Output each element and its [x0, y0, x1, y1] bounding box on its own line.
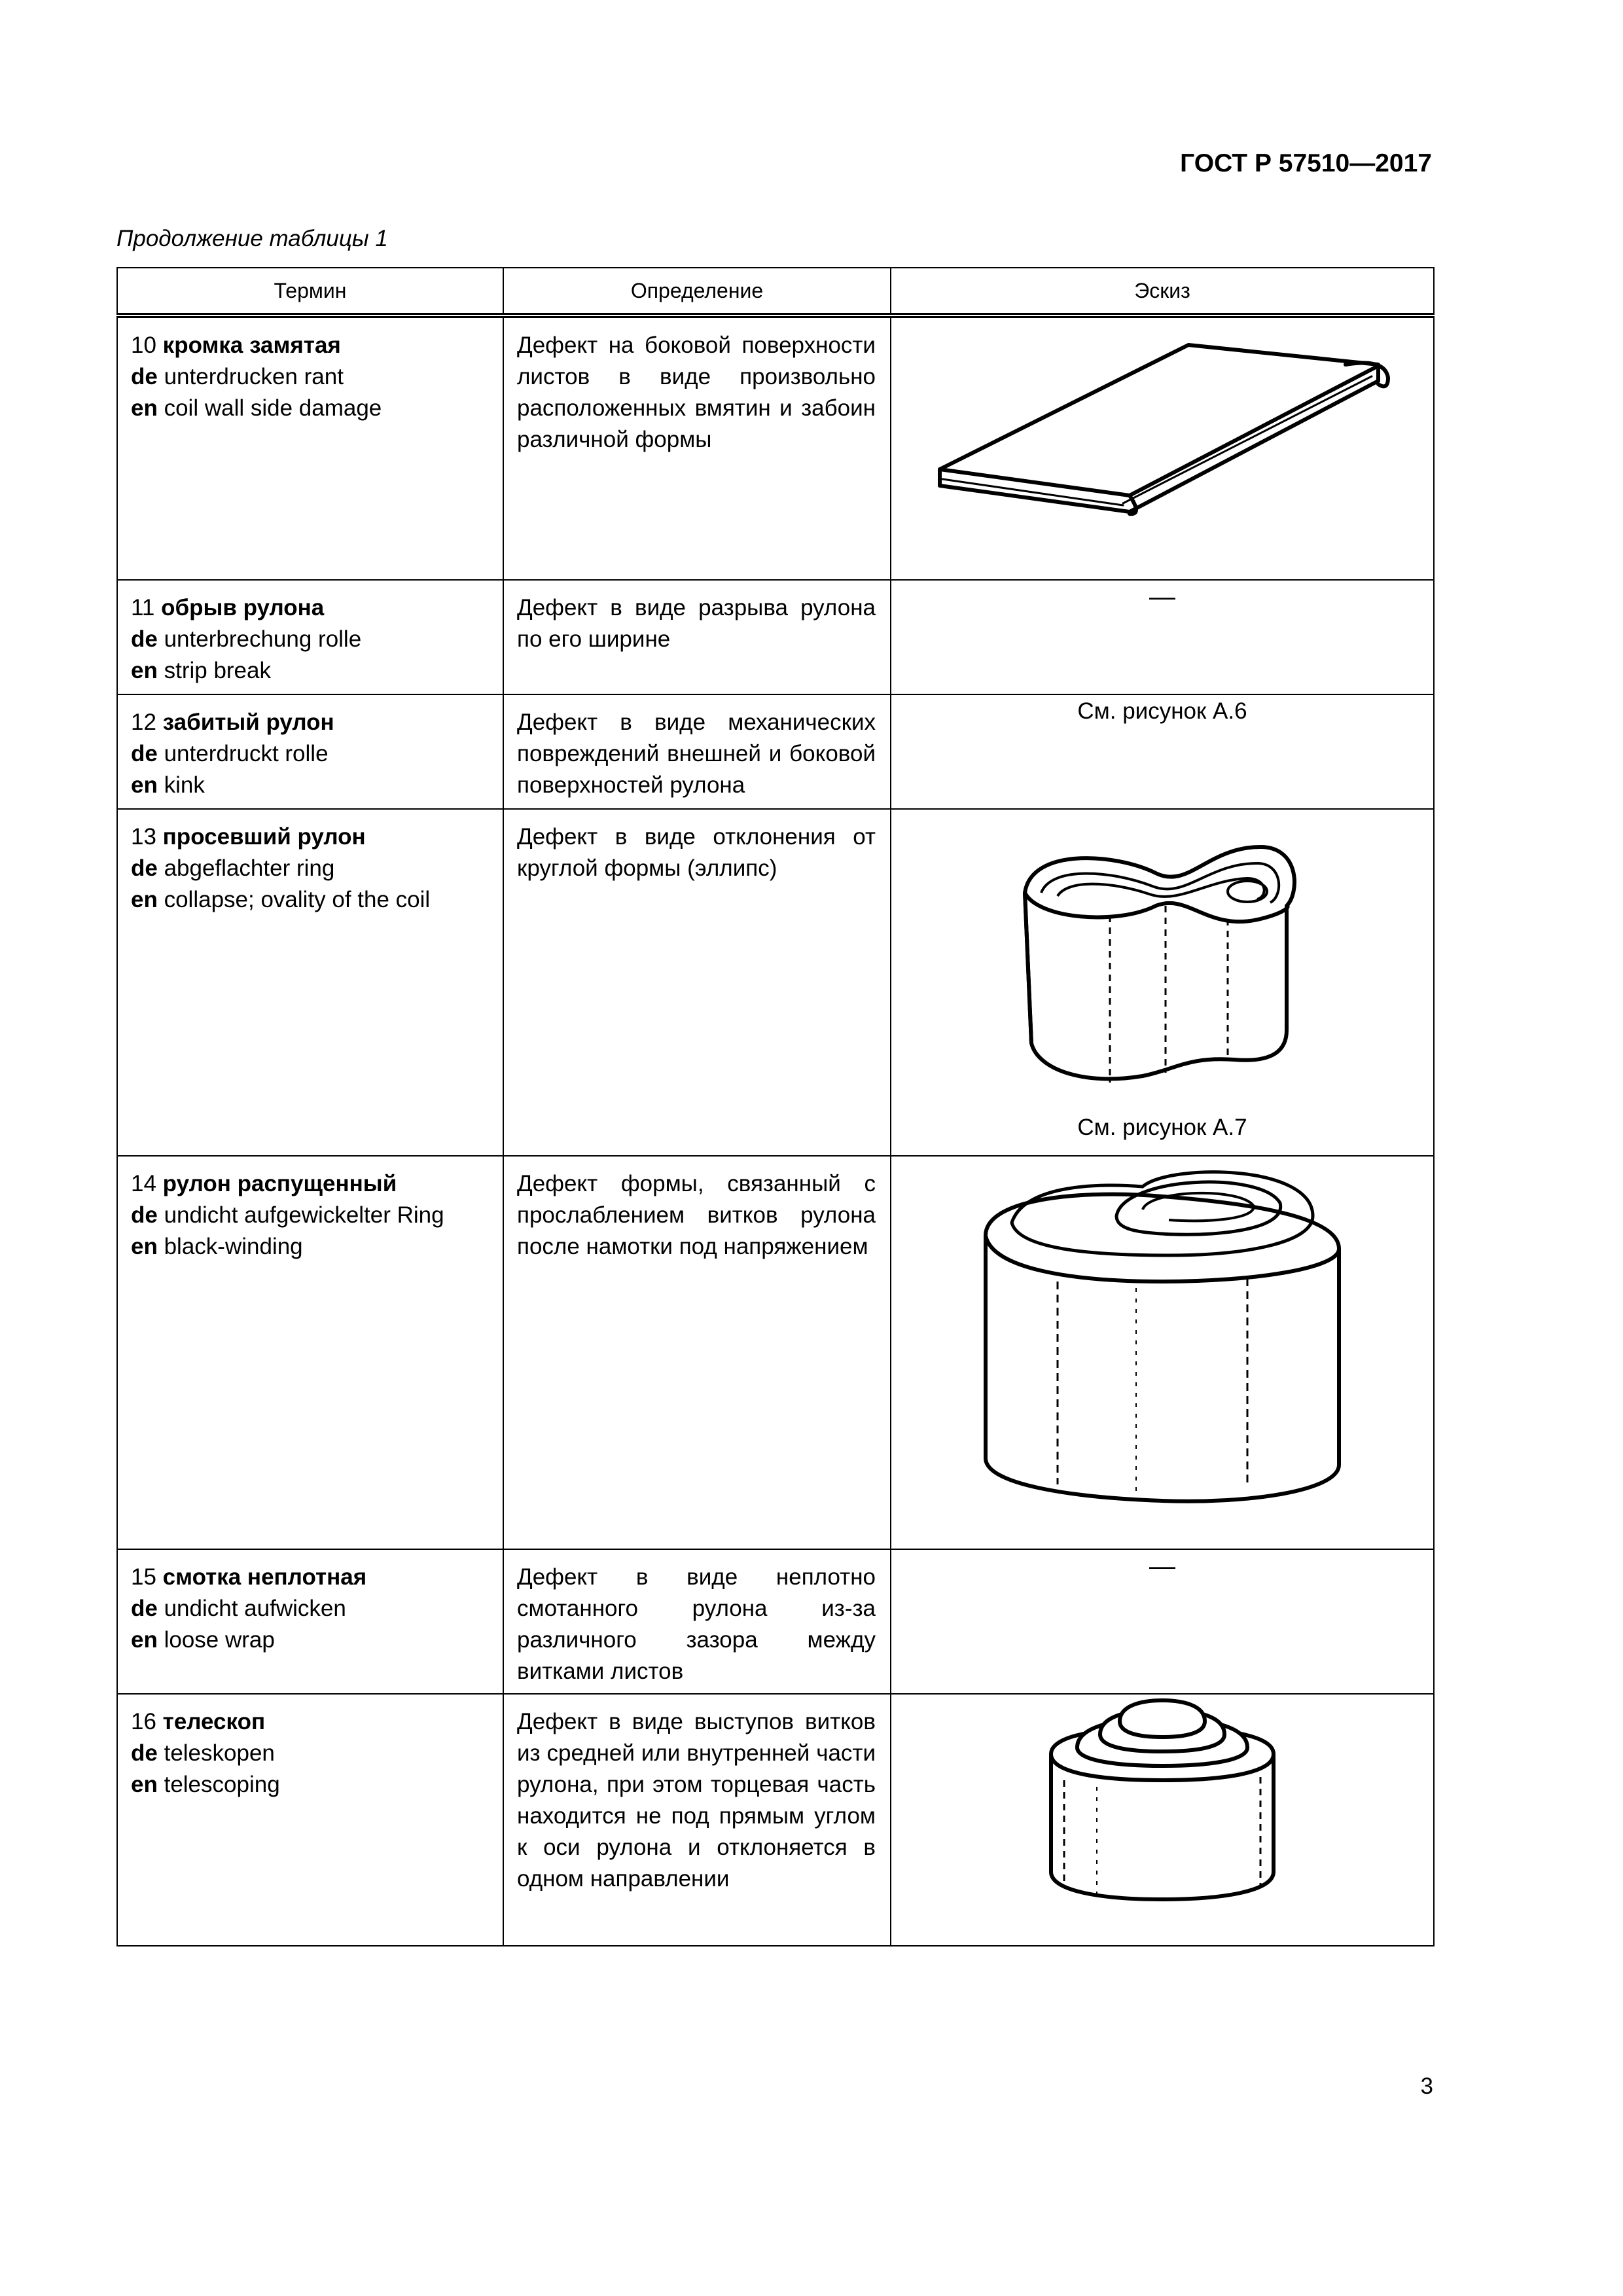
term-number: 13 — [131, 824, 156, 850]
lang-label-en: en — [131, 1627, 158, 1653]
telescoped-coil-drawing — [1038, 1695, 1287, 1905]
term-cell — [117, 694, 503, 809]
definition-cell: Дефект в виде выступов витков из средней или внутренней части рулона, при этом торцевая часть находится не под прямым углом к оси рулона и отклоняется в одном направлении — [503, 1694, 891, 1946]
definition-cell: Дефект в виде неплотно смотанного рулона из-за различного зазора между витками листов — [503, 1549, 891, 1694]
lang-label-en: en — [131, 1772, 158, 1797]
lang-label-en: en — [131, 772, 158, 798]
term-ru: просевший рулон — [162, 824, 366, 850]
column-header-term: Термин — [117, 268, 503, 315]
sheet-edge-damage-drawing — [927, 319, 1398, 535]
term-cell — [117, 580, 503, 694]
definition-cell: Дефект формы, связанный с прослаблением витков рулона после намотки под напряжением — [503, 1156, 891, 1549]
term-de: unterbrechung rolle — [164, 626, 362, 652]
term-cell — [117, 809, 503, 1156]
lang-label-de: de — [131, 741, 158, 766]
table-row — [117, 1549, 1434, 1694]
term-number: 15 — [131, 1564, 156, 1590]
lang-label-de: de — [131, 855, 158, 881]
term-en: black-winding — [164, 1234, 303, 1259]
table-header-row — [117, 268, 1434, 315]
sketch-cell — [891, 694, 1434, 809]
term-en: kink — [164, 772, 205, 798]
term-ru: смотка неплотная — [162, 1564, 367, 1590]
lang-label-en: en — [131, 658, 158, 683]
table-row — [117, 1156, 1434, 1549]
term-de: abgeflachter ring — [164, 855, 335, 881]
lang-label-de: de — [131, 1202, 158, 1228]
loose-coil-drawing — [972, 1157, 1352, 1511]
term-cell — [117, 1694, 503, 1946]
lang-label-en: en — [131, 887, 158, 912]
lang-label-de: de — [131, 364, 158, 389]
term-de: unterdrucken rant — [164, 364, 344, 389]
definition-cell: Дефект в виде разрыва рулона по его ширине — [503, 580, 891, 694]
sketch-cell — [891, 1156, 1434, 1549]
table-row — [117, 580, 1434, 694]
table-row — [117, 315, 1434, 580]
lang-label-en: en — [131, 1234, 158, 1259]
table-row — [117, 809, 1434, 1156]
term-ru: телескоп — [162, 1709, 266, 1734]
term-number: 12 — [131, 709, 156, 735]
no-sketch-dash: — — [1149, 1552, 1175, 1581]
sketch-cell — [891, 1549, 1434, 1694]
term-en: strip break — [164, 658, 271, 683]
page-number: 3 — [1420, 2073, 1433, 2099]
term-en: collapse; ovality of the coil — [164, 887, 431, 912]
term-cell — [117, 315, 503, 580]
terms-table — [116, 267, 1435, 1946]
sketch-cell — [891, 580, 1434, 694]
table-row — [117, 1694, 1434, 1946]
lang-label-en: en — [131, 395, 158, 421]
term-en: telescoping — [164, 1772, 280, 1797]
figure-reference: См. рисунок А.6 — [1077, 698, 1247, 724]
term-de: unterdruckt rolle — [164, 741, 329, 766]
lang-label-de: de — [131, 626, 158, 652]
term-ru: забитый рулон — [162, 709, 334, 735]
term-number: 16 — [131, 1709, 156, 1734]
lang-label-de: de — [131, 1596, 158, 1621]
lang-label-de: de — [131, 1740, 158, 1766]
term-ru: обрыв рулона — [161, 595, 325, 620]
definition-cell: Дефект на боковой поверхности листов в виде произвольно расположенных вмятин и забоин различной формы — [503, 315, 891, 580]
sketch-cell — [891, 1694, 1434, 1946]
sketch-cell — [891, 315, 1434, 580]
definition-cell: Дефект в виде механических повреждений внешней и боковой поверхностей рулона — [503, 694, 891, 809]
term-en: loose wrap — [164, 1627, 275, 1653]
sketch-cell — [891, 809, 1434, 1156]
collapsed-coil-drawing — [1012, 834, 1313, 1096]
figure-reference: См. рисунок А.7 — [1077, 1115, 1247, 1140]
term-number: 14 — [131, 1171, 156, 1196]
term-ru: кромка замятая — [162, 332, 341, 358]
table-row — [117, 694, 1434, 809]
term-cell — [117, 1156, 503, 1549]
term-en: coil wall side damage — [164, 395, 382, 421]
column-header-sketch: Эскиз — [891, 268, 1434, 315]
table-continuation-label: Продолжение таблицы 1 — [116, 226, 388, 251]
term-number: 11 — [131, 595, 155, 620]
document-code: ГОСТ Р 57510—2017 — [1180, 149, 1432, 177]
term-cell — [117, 1549, 503, 1694]
term-de: teleskopen — [164, 1740, 275, 1766]
term-de: undicht aufgewickelter Ring — [164, 1202, 444, 1228]
term-number: 10 — [131, 332, 156, 358]
column-header-definition: Определение — [503, 268, 891, 315]
definition-cell: Дефект в виде отклонения от круглой формы (эллипс) — [503, 809, 891, 1156]
no-sketch-dash: — — [1149, 583, 1175, 611]
term-ru: рулон распущенный — [162, 1171, 397, 1196]
term-de: undicht aufwicken — [164, 1596, 346, 1621]
